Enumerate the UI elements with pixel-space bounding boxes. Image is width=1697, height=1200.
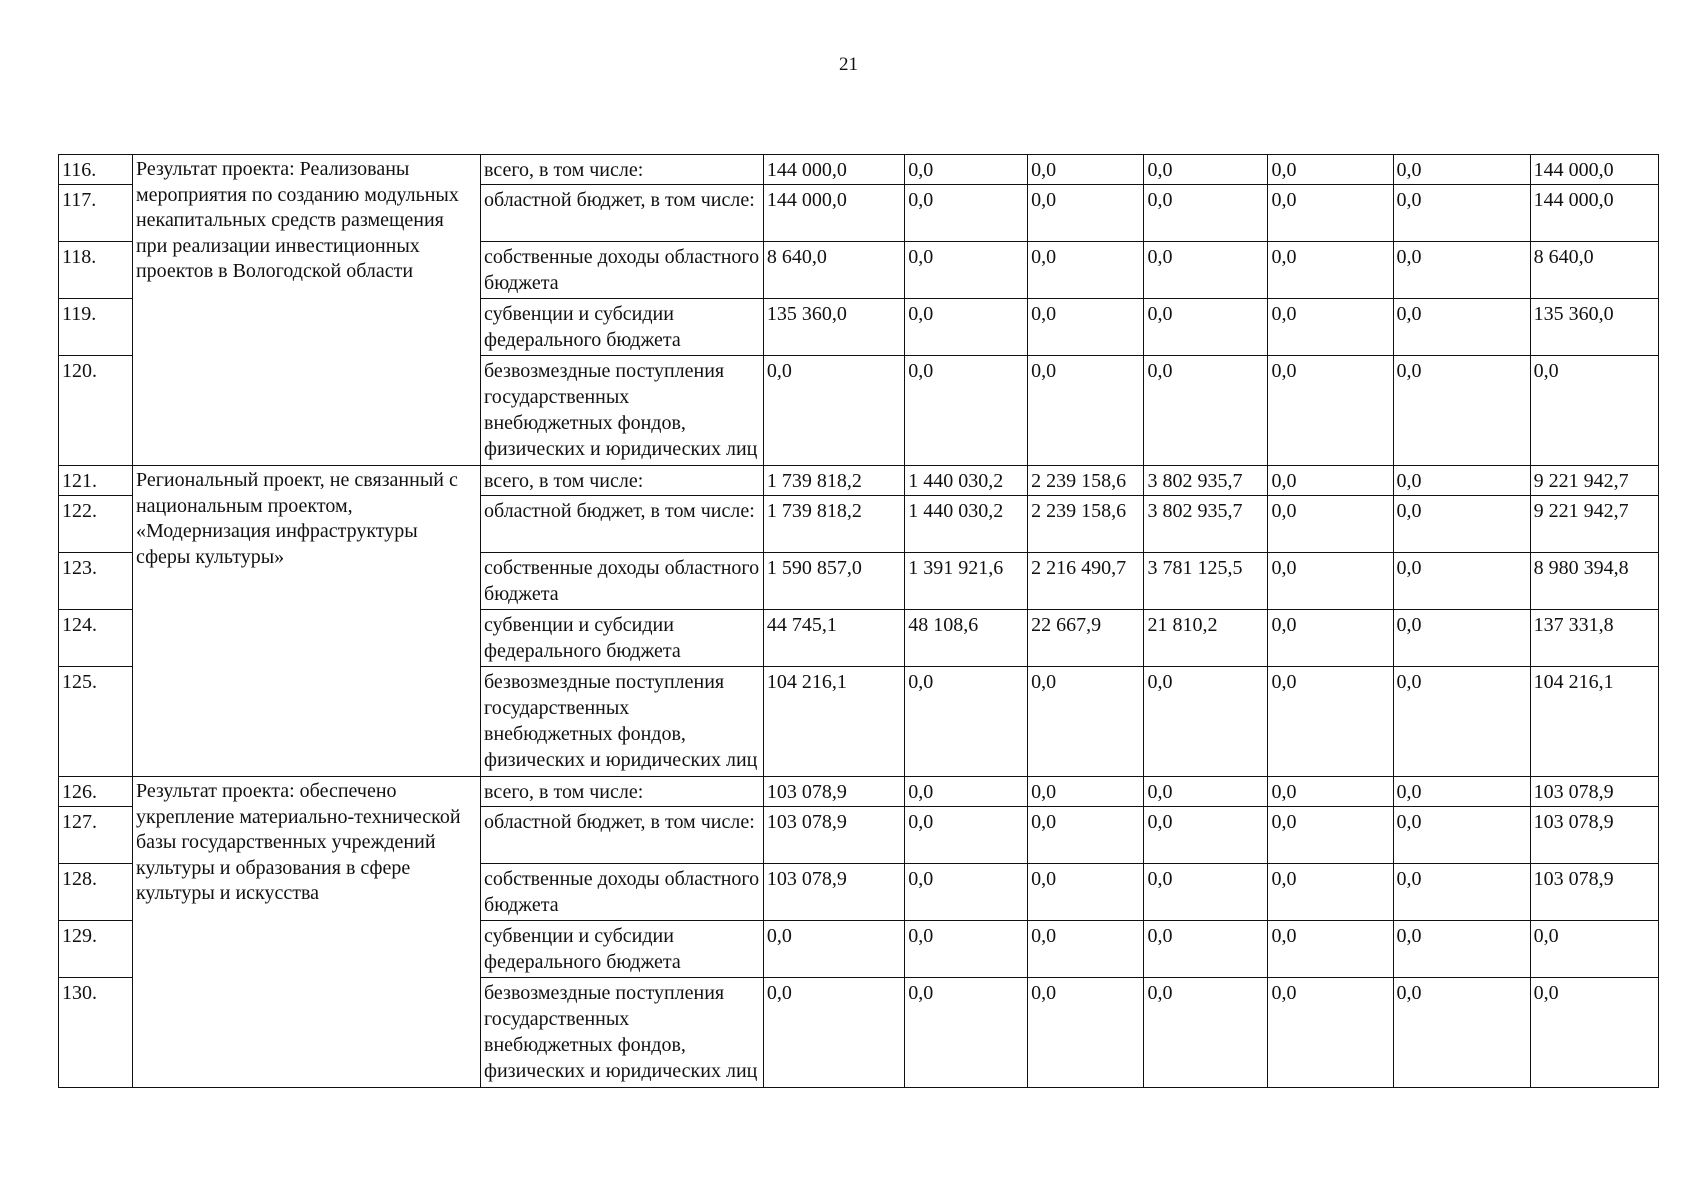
total-value-cell: 8 640,0 [1530, 242, 1658, 299]
value-cell: 2 216 490,7 [1028, 553, 1144, 610]
value-cell: 0,0 [1268, 777, 1393, 807]
value-cell: 0,0 [1268, 610, 1393, 667]
value-cell: 0,0 [1393, 807, 1530, 864]
value-cell: 0,0 [905, 299, 1028, 356]
value-cell: 0,0 [1393, 921, 1530, 978]
row-number: 123. [59, 553, 133, 610]
value-cell: 0,0 [1393, 978, 1530, 1088]
funding-source-label: всего, в том числе: [481, 155, 764, 185]
value-cell: 0,0 [1144, 921, 1268, 978]
project-name: Региональный проект, не связанный с национальным проектом, «Модернизация инфраструктуры сферы культуры» [132, 466, 480, 777]
funding-source-label: всего, в том числе: [481, 466, 764, 496]
funding-source-label: собственные доходы областного бюджета [481, 864, 764, 921]
value-cell: 0,0 [1393, 242, 1530, 299]
value-cell: 3 802 935,7 [1144, 496, 1268, 553]
value-cell: 0,0 [1028, 921, 1144, 978]
row-number: 118. [59, 242, 133, 299]
value-cell: 0,0 [1393, 496, 1530, 553]
funding-source-label: субвенции и субсидии федерального бюджета [481, 610, 764, 667]
funding-source-label: областной бюджет, в том числе: [481, 807, 764, 864]
value-cell: 0,0 [1393, 185, 1530, 242]
value-cell: 103 078,9 [763, 864, 904, 921]
value-cell: 0,0 [1268, 978, 1393, 1088]
funding-source-label: безвозмездные поступления государственных внебюджетных фондов, физических и юридических лиц [481, 356, 764, 466]
value-cell: 0,0 [1268, 667, 1393, 777]
value-cell: 0,0 [1268, 242, 1393, 299]
total-value-cell: 103 078,9 [1530, 777, 1658, 807]
row-number: 125. [59, 667, 133, 777]
value-cell: 0,0 [1393, 299, 1530, 356]
value-cell: 0,0 [1268, 356, 1393, 466]
row-number: 128. [59, 864, 133, 921]
value-cell: 3 802 935,7 [1144, 466, 1268, 496]
funding-source-label: безвозмездные поступления государственных внебюджетных фондов, физических и юридических лиц [481, 978, 764, 1088]
total-value-cell: 0,0 [1530, 921, 1658, 978]
value-cell: 0,0 [763, 356, 904, 466]
value-cell: 0,0 [1268, 921, 1393, 978]
value-cell: 2 239 158,6 [1028, 466, 1144, 496]
row-number: 116. [59, 155, 133, 185]
value-cell: 0,0 [1393, 553, 1530, 610]
total-value-cell: 135 360,0 [1530, 299, 1658, 356]
value-cell: 144 000,0 [763, 155, 904, 185]
value-cell: 0,0 [1268, 155, 1393, 185]
value-cell: 0,0 [1268, 553, 1393, 610]
value-cell: 103 078,9 [763, 777, 904, 807]
page-number: 21 [839, 54, 858, 75]
value-cell: 1 391 921,6 [905, 553, 1028, 610]
row-number: 126. [59, 777, 133, 807]
value-cell: 0,0 [1268, 496, 1393, 553]
value-cell: 104 216,1 [763, 667, 904, 777]
value-cell: 0,0 [1028, 242, 1144, 299]
row-number: 122. [59, 496, 133, 553]
funding-source-label: субвенции и субсидии федерального бюджета [481, 921, 764, 978]
value-cell: 0,0 [1144, 777, 1268, 807]
value-cell: 0,0 [1393, 356, 1530, 466]
value-cell: 0,0 [905, 185, 1028, 242]
value-cell: 8 640,0 [763, 242, 904, 299]
value-cell: 0,0 [1268, 864, 1393, 921]
value-cell: 1 739 818,2 [763, 466, 904, 496]
value-cell: 0,0 [905, 242, 1028, 299]
value-cell: 0,0 [1393, 777, 1530, 807]
row-number: 120. [59, 356, 133, 466]
table-row [59, 155, 1659, 185]
value-cell: 0,0 [1028, 667, 1144, 777]
row-number: 127. [59, 807, 133, 864]
total-value-cell: 137 331,8 [1530, 610, 1658, 667]
value-cell: 0,0 [1144, 864, 1268, 921]
total-value-cell: 0,0 [1530, 356, 1658, 466]
value-cell: 48 108,6 [905, 610, 1028, 667]
row-number: 119. [59, 299, 133, 356]
value-cell: 1 440 030,2 [905, 466, 1028, 496]
value-cell: 0,0 [1028, 777, 1144, 807]
value-cell: 0,0 [763, 921, 904, 978]
total-value-cell: 103 078,9 [1530, 864, 1658, 921]
total-value-cell: 103 078,9 [1530, 807, 1658, 864]
total-value-cell: 8 980 394,8 [1530, 553, 1658, 610]
row-number: 124. [59, 610, 133, 667]
funding-source-label: безвозмездные поступления государственных внебюджетных фондов, физических и юридических лиц [481, 667, 764, 777]
value-cell: 0,0 [1268, 185, 1393, 242]
funding-source-label: областной бюджет, в том числе: [481, 496, 764, 553]
budget-table [58, 154, 1659, 1088]
row-number: 121. [59, 466, 133, 496]
value-cell: 0,0 [1028, 978, 1144, 1088]
value-cell: 0,0 [1268, 299, 1393, 356]
value-cell: 0,0 [763, 978, 904, 1088]
value-cell: 0,0 [1028, 299, 1144, 356]
total-value-cell: 0,0 [1530, 978, 1658, 1088]
value-cell: 0,0 [1144, 185, 1268, 242]
value-cell: 0,0 [905, 864, 1028, 921]
row-number: 129. [59, 921, 133, 978]
funding-source-label: областной бюджет, в том числе: [481, 185, 764, 242]
value-cell: 0,0 [1393, 155, 1530, 185]
value-cell: 0,0 [1144, 155, 1268, 185]
value-cell: 144 000,0 [763, 185, 904, 242]
value-cell: 0,0 [1393, 610, 1530, 667]
value-cell: 0,0 [905, 978, 1028, 1088]
value-cell: 0,0 [1028, 356, 1144, 466]
project-name: Результат проекта: Реализованы мероприятия по созданию модульных некапитальных средств размещения при реализации инвестиционных проектов в Вологодской области [132, 155, 480, 466]
total-value-cell: 9 221 942,7 [1530, 466, 1658, 496]
value-cell: 103 078,9 [763, 807, 904, 864]
value-cell: 0,0 [1268, 466, 1393, 496]
value-cell: 22 667,9 [1028, 610, 1144, 667]
funding-source-label: собственные доходы областного бюджета [481, 553, 764, 610]
row-number: 130. [59, 978, 133, 1088]
value-cell: 0,0 [1028, 185, 1144, 242]
value-cell: 0,0 [1144, 978, 1268, 1088]
funding-source-label: собственные доходы областного бюджета [481, 242, 764, 299]
value-cell: 0,0 [1144, 807, 1268, 864]
value-cell: 0,0 [1144, 299, 1268, 356]
value-cell: 0,0 [1393, 864, 1530, 921]
value-cell: 135 360,0 [763, 299, 904, 356]
value-cell: 21 810,2 [1144, 610, 1268, 667]
value-cell: 0,0 [905, 921, 1028, 978]
value-cell: 1 590 857,0 [763, 553, 904, 610]
total-value-cell: 104 216,1 [1530, 667, 1658, 777]
table-body [59, 155, 1659, 1088]
value-cell: 0,0 [905, 155, 1028, 185]
value-cell: 0,0 [905, 777, 1028, 807]
value-cell: 1 739 818,2 [763, 496, 904, 553]
value-cell: 0,0 [1393, 466, 1530, 496]
project-name: Результат проекта: обеспечено укрепление материально-технической базы государственных учреждений культуры и образования в сфере культуры и искусства [132, 777, 480, 1088]
value-cell: 0,0 [1028, 807, 1144, 864]
value-cell: 0,0 [1144, 667, 1268, 777]
value-cell: 44 745,1 [763, 610, 904, 667]
row-number: 117. [59, 185, 133, 242]
total-value-cell: 144 000,0 [1530, 185, 1658, 242]
funding-source-label: субвенции и субсидии федерального бюджета [481, 299, 764, 356]
total-value-cell: 9 221 942,7 [1530, 496, 1658, 553]
value-cell: 0,0 [905, 667, 1028, 777]
value-cell: 0,0 [1028, 155, 1144, 185]
value-cell: 0,0 [1144, 242, 1268, 299]
value-cell: 0,0 [905, 356, 1028, 466]
value-cell: 0,0 [905, 807, 1028, 864]
value-cell: 3 781 125,5 [1144, 553, 1268, 610]
value-cell: 0,0 [1393, 667, 1530, 777]
funding-source-label: всего, в том числе: [481, 777, 764, 807]
table-row [59, 466, 1659, 496]
total-value-cell: 144 000,0 [1530, 155, 1658, 185]
value-cell: 0,0 [1268, 807, 1393, 864]
value-cell: 0,0 [1028, 864, 1144, 921]
value-cell: 2 239 158,6 [1028, 496, 1144, 553]
value-cell: 1 440 030,2 [905, 496, 1028, 553]
table-row [59, 777, 1659, 807]
value-cell: 0,0 [1144, 356, 1268, 466]
